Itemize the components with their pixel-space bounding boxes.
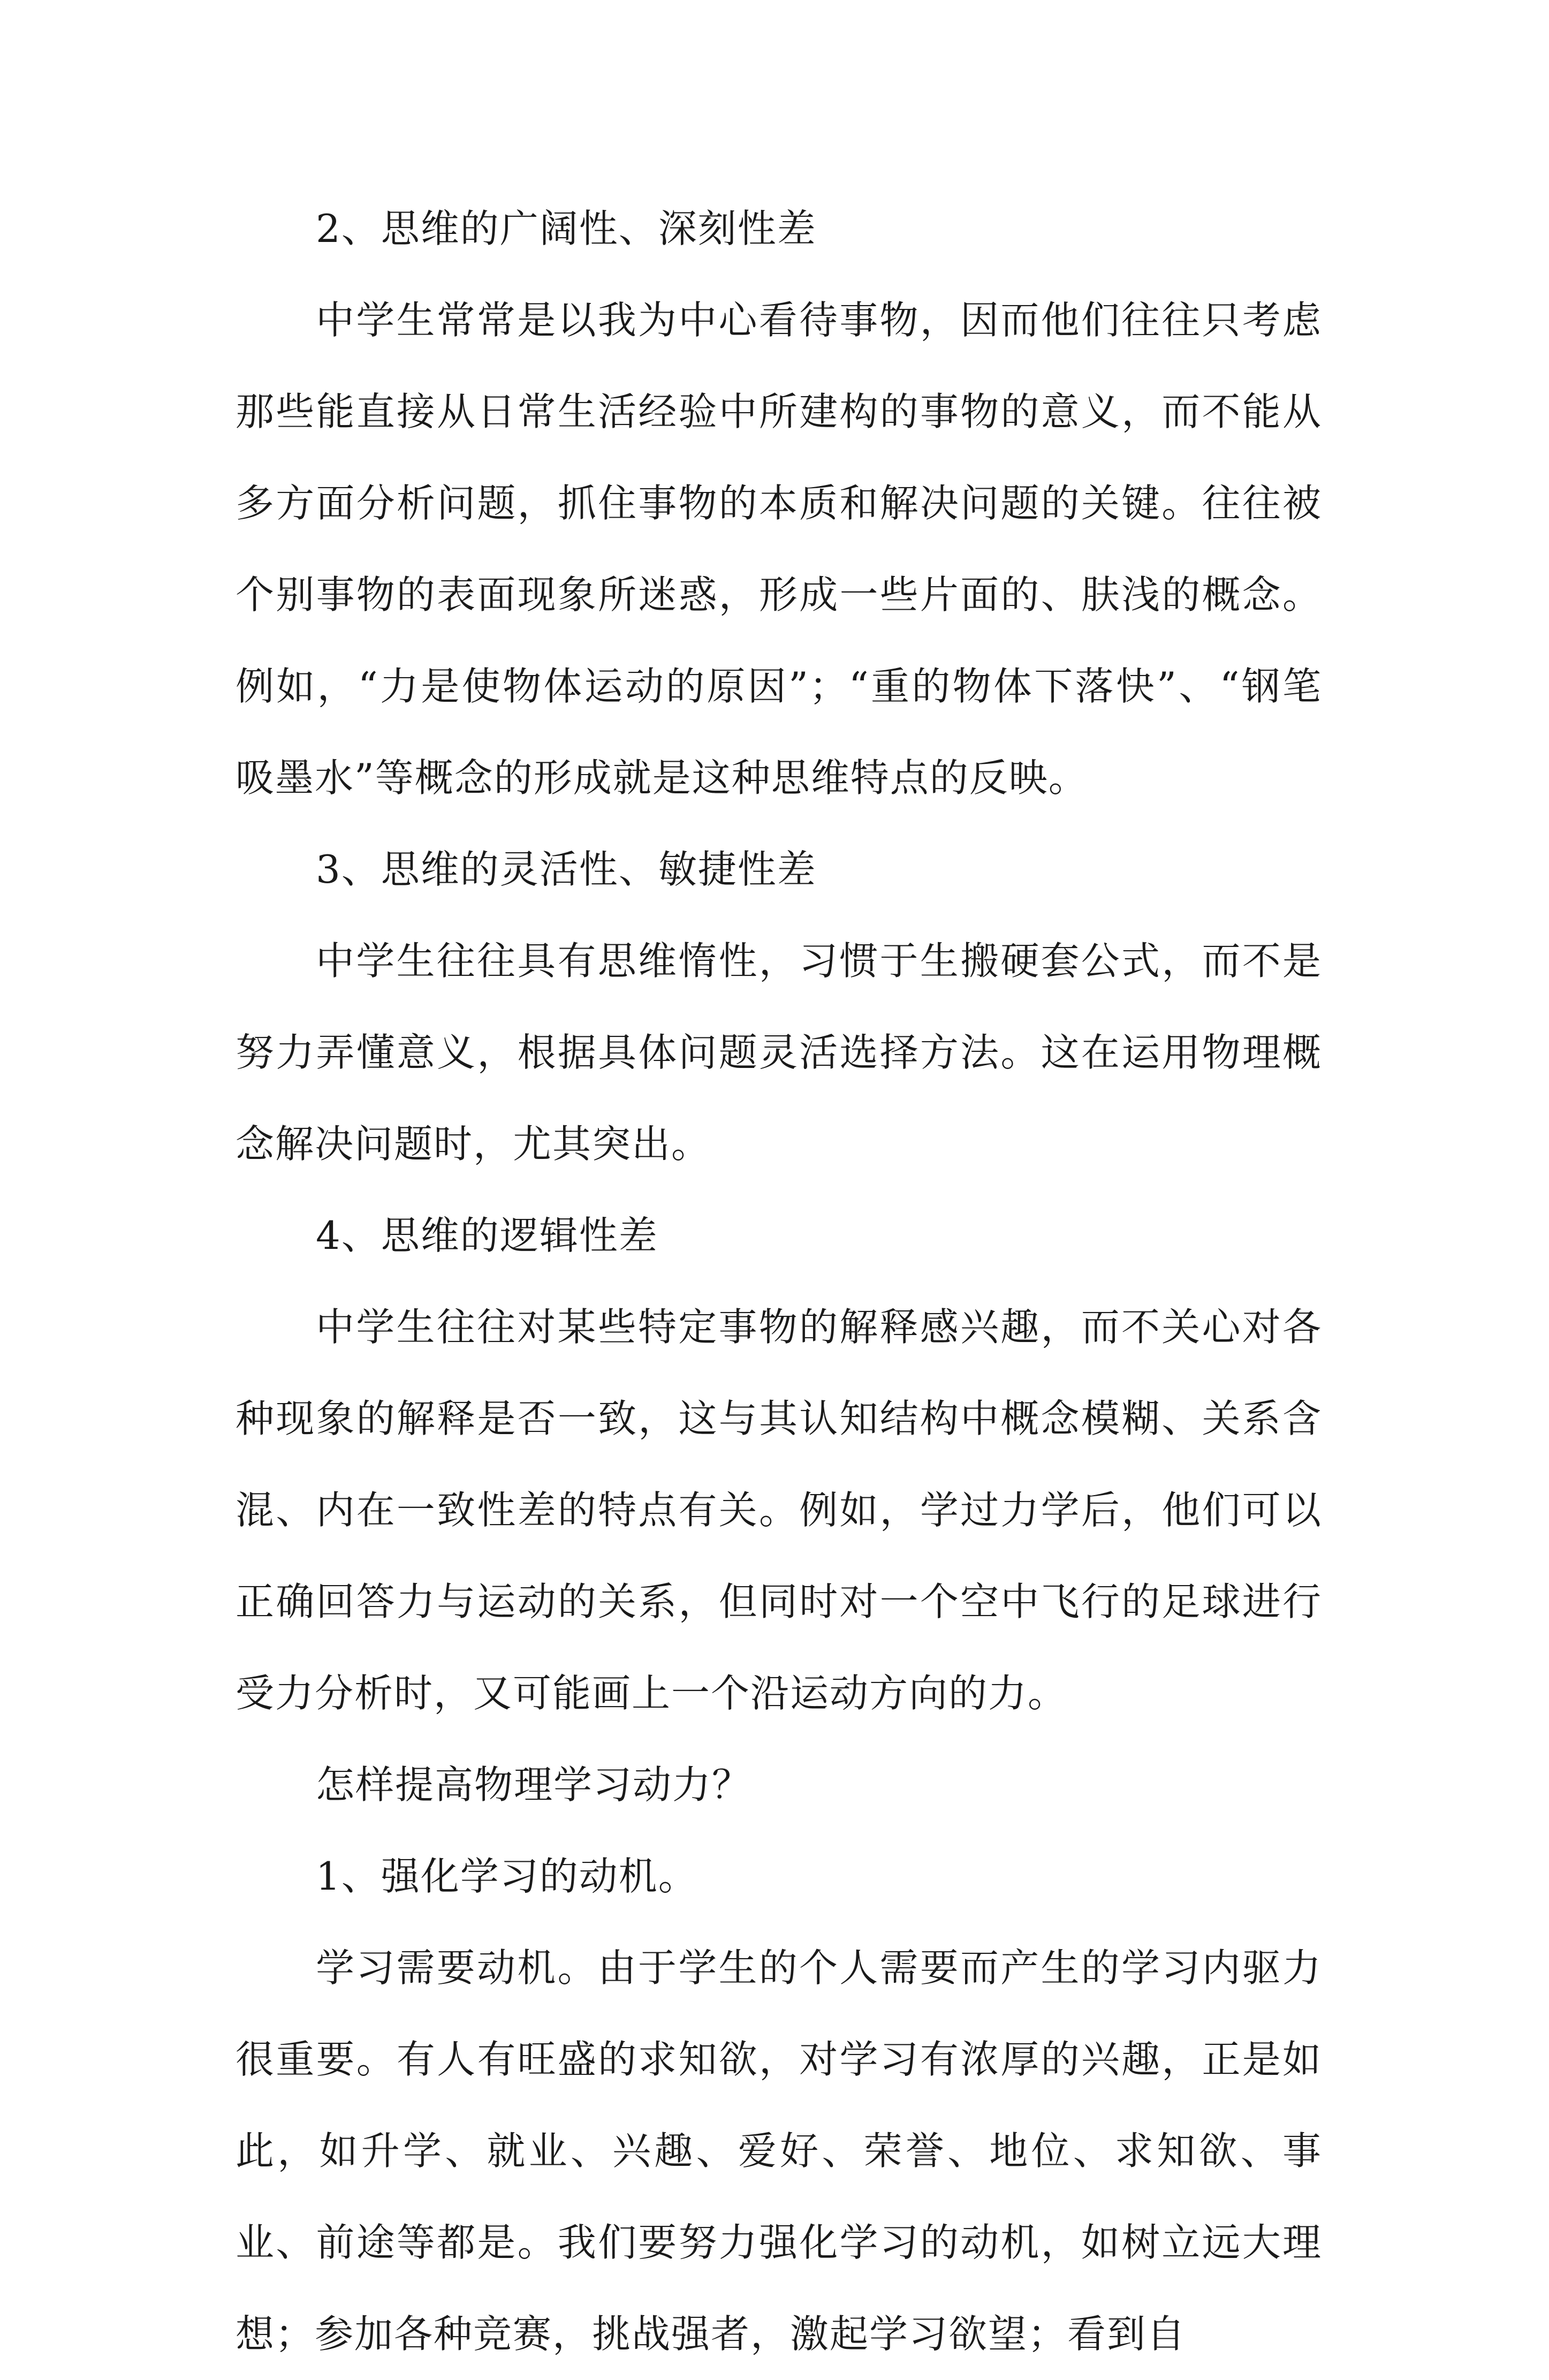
- document-body: [236, 183, 1322, 2380]
- section-heading-thinking-flexibility: 3、思维的灵活性、敏捷性差: [316, 847, 817, 892]
- paragraph-thinking-breadth: 中学生常常是以我为中心看待事物，因而他们往往只考虑那些能直接从日常生活经验中所建构的事物的意义，而不能从多方面分析问题，抓住事物的本质和解决问题的关键。往往被个别事物的表面现象所迷惑，形成一些片面的、肤浅的概念。例如，“力是使物体运动的原因”；“重的物体下落快”、“钢笔吸墨水”等概念的形成就是这种思维特点的反映。: [236, 298, 1322, 800]
- paragraph-strengthen-motivation: 学习需要动机。由于学生的个人需要而产生的学习内驱力很重要。有人有旺盛的求知欲，对学习有浓厚的兴趣，正是如此，如升学、就业、兴趣、爱好、荣誉、地位、求知欲、事业、前途等都是。我们要努力强化学习的动机，如树立远大理想；参加各种竞赛，挑战强者，激起学习欲望；看到自: [236, 1945, 1322, 2356]
- section-heading-thinking-breadth: 2、思维的广阔性、深刻性差: [316, 206, 817, 251]
- section-heading-thinking-logic: 4、思维的逻辑性差: [316, 1213, 658, 1258]
- paragraph-thinking-logic: 中学生往往对某些特定事物的解释感兴趣，而不关心对各种现象的解释是否一致，这与其认知结构中概念模糊、关系含混、内在一致性差的特点有关。例如，学过力学后，他们可以正确回答力与运动的关系，但同时对一个空中飞行的足球进行受力分析时，又可能画上一个沿运动方向的力。: [236, 1305, 1322, 1716]
- paragraph-thinking-flexibility: 中学生往往具有思维惰性，习惯于生搬硬套公式，而不是努力弄懂意义，根据具体问题灵活选择方法。这在运用物理概念解决问题时，尤其突出。: [236, 938, 1322, 1166]
- section-heading-learning-motivation: 怎样提高物理学习动力？: [316, 1762, 752, 1807]
- section-heading-strengthen-motivation: 1、强化学习的动机。: [316, 1854, 698, 1899]
